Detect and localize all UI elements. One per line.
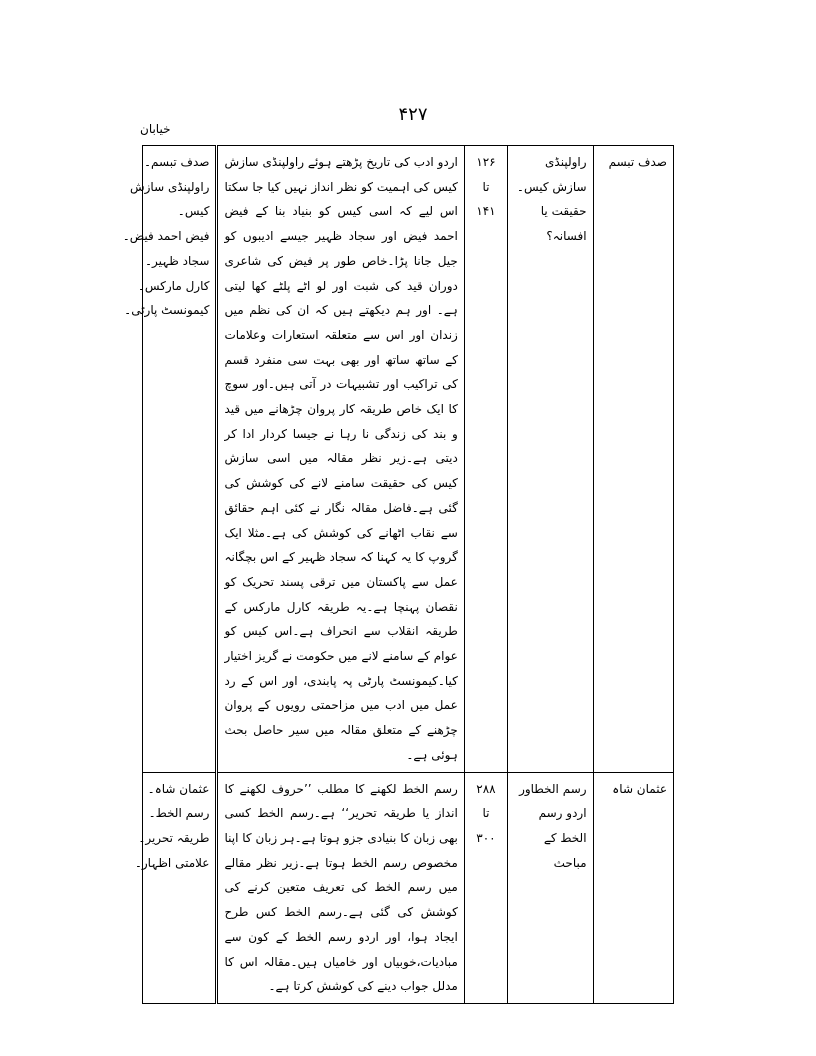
running-header: خیابان bbox=[140, 122, 171, 136]
table-row bbox=[143, 772, 674, 1003]
keywords-cell bbox=[134, 772, 217, 1003]
keyword: فیض احمد فیض۔ bbox=[122, 229, 210, 244]
keyword: کیمونسٹ پارٹی۔ bbox=[124, 303, 210, 318]
keyword: کارل مارکس۔ bbox=[137, 278, 210, 293]
author-cell: صدف تبسم bbox=[593, 146, 673, 773]
page-end: ۳۰۰ bbox=[476, 830, 496, 845]
page-end: ۱۴۱ bbox=[476, 204, 496, 219]
pages-cell bbox=[464, 772, 507, 1003]
page-number: ۴۲۷ bbox=[398, 104, 428, 125]
page-start: ۲۸۸ bbox=[476, 781, 496, 796]
title-cell: رسم الخطاور اردو رسم الخط کے مباحث bbox=[508, 772, 593, 1003]
pages-cell bbox=[464, 146, 507, 773]
keyword: علامتی اظہار۔ bbox=[134, 855, 210, 870]
summary-cell: اردو ادب کی تاریخ پڑھتے ہوئے راولپنڈی سازش کیس کی اہمیت کو نظر انداز نہیں کیا جا سکتا اس لیے کہ اسی کیس کو بنیاد بنا کے فیض احمد فیض اور سجاد ظہیر جیسے ادیبوں کو جیل جانا پڑا۔خاص طور پر فیض کی شاعری دوران قید کی شبت اور لو اٹے پلٹے کھا لیتی ہے۔ اور ہم دیکھتے ہیں کہ ان کی نظم میں زندان اور اس سے متعلقہ استعارات وعلامات کے ساتھ ساتھ اور بھی بہت سی منفرد قسم کی تراکیب اور تشبیہات در آتی ہیں۔اور سوچ کا ایک خاص طریقہ کار پروان چڑھانے میں قید و بند کی زندگی نا رہا نے جیسا کردار ادا کر دیتی ہے۔زیر نظر مقالہ میں اسی سازش کیس کی حقیقت سامنے لانے کی کوشش کی گئی ہے۔فاضل مقالہ نگار نے کئی اہم حقائق سے نقاب اٹھانے کی کوشش کی ہے۔مثلا ایک گروپ کا یہ کہنا کہ سجاد ظہیر کے اس بچگانہ عمل سے پاکستان میں ترقی پسند تحریک کو نقصان پہنچا ہے۔یہ طریقہ کارل مارکس کے طریقہ انقلاب سے انحراف ہے۔اس کیس کو عوام کے سامنے لانے میں حکومت نے گریز اختیار کیا۔کیمونسٹ پارٹی پہ پابندی، اور اس کے رد عمل میں ادب میں مزاحمتی رویوں کے پروان چڑھنے کے متعلق مقالہ میں سیر حاصل بحث ہوئی ہے۔ bbox=[217, 146, 464, 773]
author-cell: عثمان شاہ bbox=[593, 772, 673, 1003]
table-row bbox=[143, 146, 674, 773]
keyword: عثمان شاہ۔ bbox=[147, 781, 210, 796]
page-range-word: تا bbox=[482, 806, 490, 821]
keyword: راولپنڈی سازش bbox=[129, 179, 210, 194]
keywords-cell bbox=[122, 146, 217, 773]
keyword: صدف تبسم۔ bbox=[144, 155, 210, 169]
keyword: سجاد ظہیر۔ bbox=[144, 253, 210, 268]
keyword: رسم الخط۔ bbox=[148, 806, 210, 821]
keyword: طریقہ تحریر۔ bbox=[138, 830, 210, 845]
summary-cell: رسم الخط لکھنے کا مطلب ’’حروف لکھنے کا انداز یا طریقہ تحریر‘‘ ہے۔رسم الخط کسی بھی زبان کا بنیادی جزو ہوتا ہے۔ہر زبان کا اپنا مخصوص رسم الخط ہوتا ہے۔زیر نظر مقالے میں رسم الخط کی تعریف متعین کرنے کی کوشش کی گئی ہے۔رسم الخط کس طرح ایجاد ہوا، اور اردو رسم الخط کے کون سے مبادیات،خوبیاں اور خامیاں ہیں۔مقالہ اس کا مدلل جواب دینے کی کوشش کرتا ہے۔ bbox=[217, 772, 464, 1003]
index-table bbox=[122, 145, 674, 1004]
title-cell: راولپنڈی سازش کیس۔حقیقت یا افسانہ؟ bbox=[508, 146, 593, 773]
keyword: کیس۔ bbox=[177, 204, 210, 219]
page-range-word: تا bbox=[482, 179, 490, 194]
page-start: ۱۲۶ bbox=[476, 155, 496, 169]
